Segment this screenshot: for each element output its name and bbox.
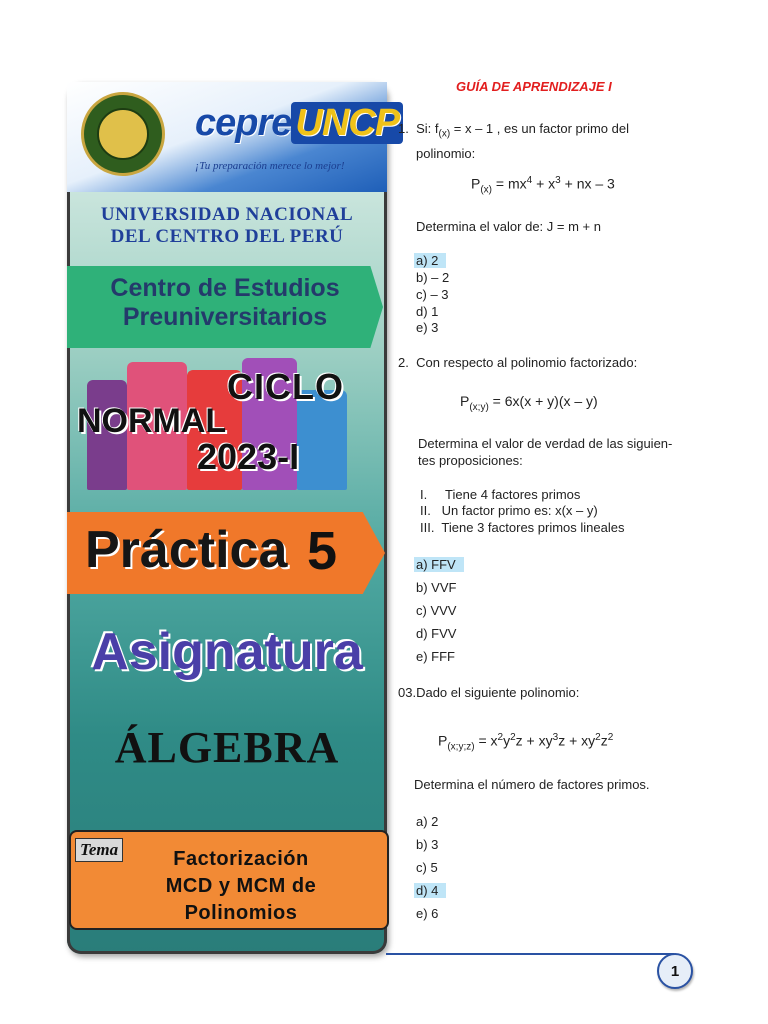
q3-option-a[interactable]: a) 2 bbox=[416, 814, 439, 829]
q2-option-c[interactable]: c) VVV bbox=[416, 603, 457, 618]
q3-option-d[interactable]: d) 4 bbox=[416, 883, 446, 898]
ciclo-year: 2023-I bbox=[197, 436, 300, 477]
q3-option-e[interactable]: e) 6 bbox=[416, 906, 439, 921]
center-name: Centro de Estudios Preuniversitarios bbox=[110, 274, 340, 331]
tema-tag: Tema bbox=[75, 838, 123, 862]
q3-formula: $P_{(x;y;z)} = x^2y^2z + xy^3z + xy^2z^2$ bbox=[438, 732, 614, 753]
ciclo-type: NORMAL bbox=[77, 402, 227, 440]
tema-box bbox=[69, 830, 389, 930]
subject-name: ÁLGEBRA bbox=[114, 723, 340, 772]
q1-option-e[interactable]: e) 3 bbox=[416, 320, 439, 335]
q2-lead: 2. Con respecto al polinomio factorizado: bbox=[398, 355, 638, 370]
footer-line bbox=[386, 953, 674, 955]
q2-prompt-line1: Determina el valor de verdad de las siguien- bbox=[418, 436, 673, 451]
q1-option-a[interactable]: a) 2 bbox=[416, 253, 446, 268]
ciclo-word: CICLO bbox=[227, 366, 344, 407]
q3-option-c[interactable]: c) 5 bbox=[416, 860, 438, 875]
q3-prompt: Determina el número de factores primos. bbox=[414, 777, 650, 792]
cepre-logo: cepre UNCP bbox=[195, 102, 403, 145]
q1-prompt: Determina el valor de: J = m + n bbox=[416, 219, 601, 234]
university-name: UNIVERSIDAD NACIONAL DEL CENTRO DEL PERÚ bbox=[100, 204, 354, 247]
guide-title: GUÍA DE APRENDIZAJE I bbox=[456, 79, 612, 94]
q2-prompt-line2: tes proposiciones: bbox=[418, 453, 523, 468]
q1-line2: polinomio: bbox=[416, 146, 476, 161]
tema-text: Factorización MCD y MCM de Polinomios bbox=[165, 848, 317, 924]
q3-option-b[interactable]: b) 3 bbox=[416, 837, 439, 852]
cover-panel bbox=[67, 82, 400, 954]
q2-prop-2: II. Un factor primo es: x(x – y) bbox=[420, 503, 598, 518]
q3-lead: 03.Dado el siguiente polinomio: bbox=[398, 685, 580, 700]
university-seal-icon bbox=[81, 92, 165, 176]
asignatura-label: Asignatura bbox=[91, 623, 363, 681]
q2-option-e[interactable]: e) FFF bbox=[416, 649, 455, 664]
q2-prop-1: I. Tiene 4 factores primos bbox=[420, 487, 581, 502]
q2-option-a[interactable]: a) FFV bbox=[416, 557, 464, 572]
practica-label: Práctica bbox=[85, 521, 288, 579]
q2-option-b[interactable]: b) VVF bbox=[416, 580, 457, 595]
slogan: ¡Tu preparación merece lo mejor! bbox=[195, 160, 345, 172]
q1-formula: $P_{(x)} = mx^4 + x^3$ + nx – 3 bbox=[471, 175, 615, 196]
q1-option-c[interactable]: c) – 3 bbox=[416, 287, 449, 302]
page-number-badge: 1 bbox=[657, 953, 693, 989]
q1-option-d[interactable]: d) 1 bbox=[416, 304, 439, 319]
q1-lead: 1. Si: $f_{(x)} = x - 1$ , es un factor primo del bbox=[398, 121, 629, 140]
q2-option-d[interactable]: d) FVV bbox=[416, 626, 457, 641]
q1-option-b[interactable]: b) – 2 bbox=[416, 270, 450, 285]
q2-formula: $P_{(x;y)} = 6x(x + y)(x - y)$ bbox=[460, 393, 598, 413]
practica-number: 5 bbox=[307, 521, 338, 581]
q2-prop-3: III. Tiene 3 factores primos lineales bbox=[420, 520, 625, 535]
